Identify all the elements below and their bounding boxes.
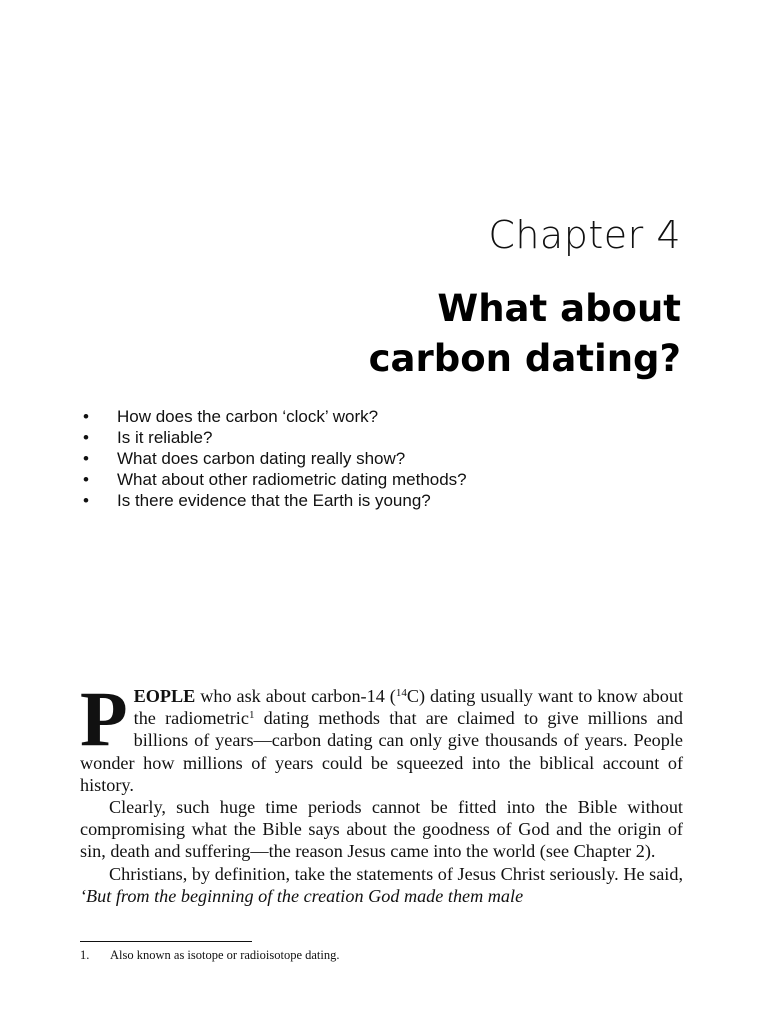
bullet-icon: • (83, 491, 89, 510)
question-text: Is it reliable? (117, 428, 213, 447)
footnote-divider (80, 941, 252, 942)
drop-cap: P (80, 675, 128, 762)
bullet-icon: • (83, 428, 89, 447)
bullet-icon: • (83, 470, 89, 489)
superscript-14: 14 (395, 687, 407, 699)
footnote-text: Also known as isotope or radioisotope dating. (110, 948, 340, 962)
question-item (80, 490, 700, 511)
bible-quote: ‘But from the beginning of the creation God made them male (80, 885, 524, 906)
paragraph-1-text-a: who ask about carbon-14 ( (195, 686, 396, 706)
question-item (80, 469, 700, 490)
chapter-number: Chapter 4 (488, 213, 681, 257)
paragraph-3-text: Christians, by definition, take the statements of Jesus Christ seriously. He said, (109, 863, 683, 884)
footnote-reference[interactable]: 1 (248, 709, 255, 722)
paragraph-1-text-b: C) dating usually want to know about the radiometric (133, 686, 683, 729)
chapter-questions-list (80, 406, 700, 511)
question-text: What about other radiometric dating methods? (117, 470, 467, 489)
question-item (80, 427, 700, 448)
question-text: What does carbon dating really show? (117, 449, 406, 468)
chapter-title-line-2: carbon dating? (368, 337, 681, 380)
question-text: Is there evidence that the Earth is young? (117, 491, 431, 510)
paragraph-3 (80, 863, 683, 907)
paragraph-1-text-c: dating methods that are claimed to give millions and billions of years—carbon dating can only give thousands of years. People wonder how millions of years could be squeezed into the biblical account of history. (80, 708, 683, 795)
question-text: How does the carbon ‘clock’ work? (117, 407, 379, 426)
footnote-number: 1. (80, 948, 90, 962)
chapter-title (369, 284, 681, 384)
bullet-icon: • (83, 407, 89, 426)
body-text (80, 675, 683, 907)
question-item (80, 448, 700, 469)
question-item (80, 406, 700, 427)
paragraph-1 (80, 675, 683, 796)
lead-word: EOPLE (133, 686, 196, 706)
footnote (80, 947, 340, 963)
chapter-title-line-1: What about (437, 287, 681, 330)
bullet-icon: • (83, 449, 89, 468)
paragraph-2: Clearly, such huge time periods cannot be fitted into the Bible without compromising what the Bible says about the goodness of God and the origin of sin, death and suffering—the reason Jesus came into the world (see Chapter 2). (80, 797, 683, 862)
